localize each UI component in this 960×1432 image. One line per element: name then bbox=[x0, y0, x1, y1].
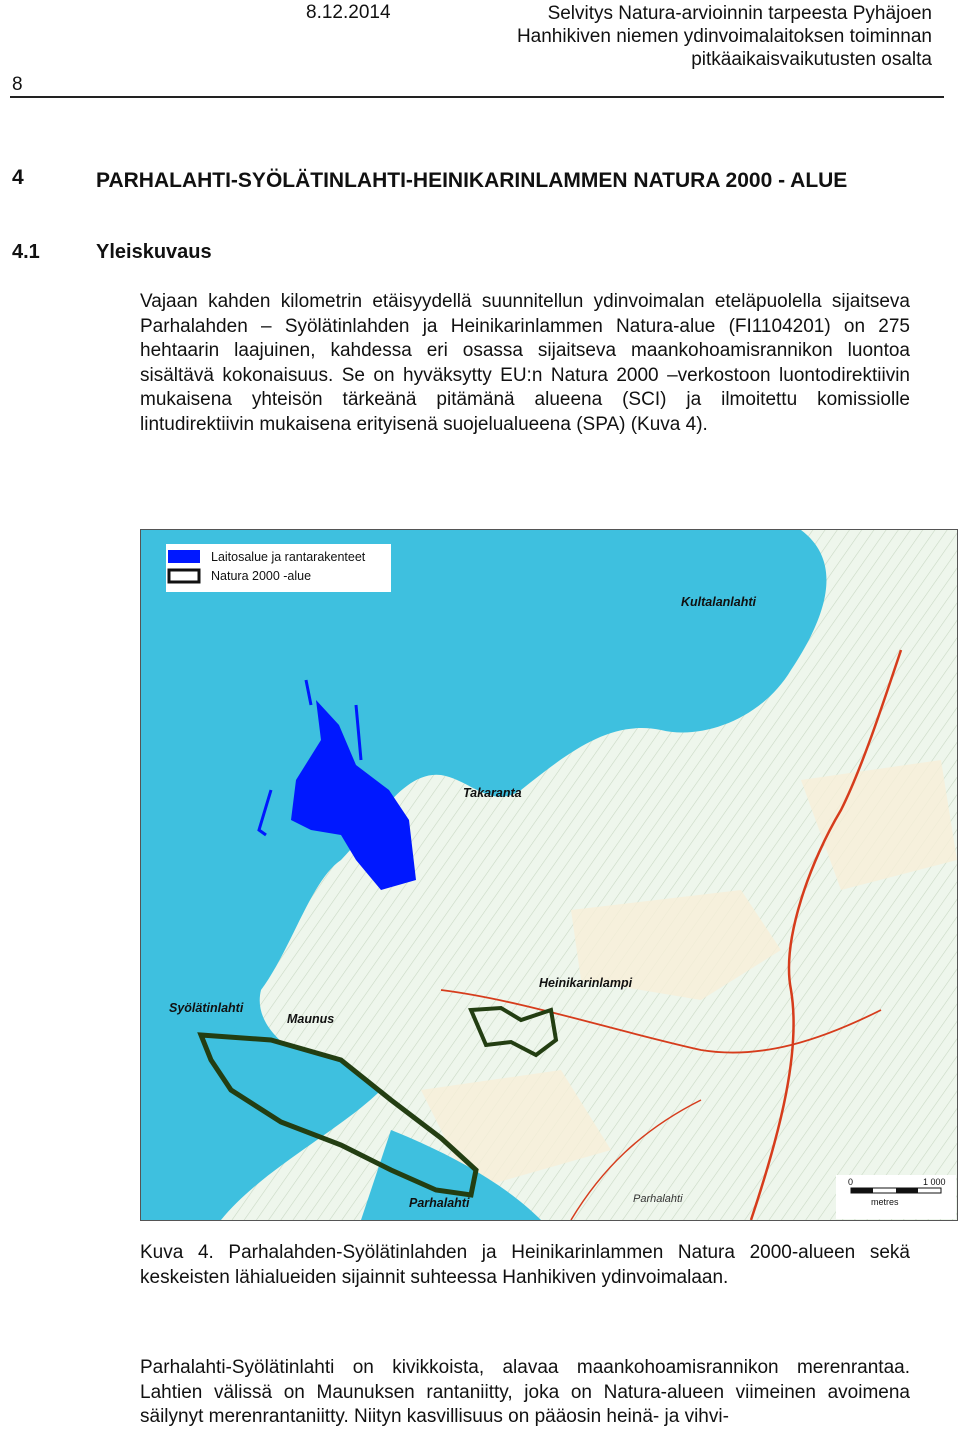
map-label-parhalahti: Parhalahti bbox=[409, 1196, 470, 1210]
map-label-kultalanlahti: Kultalanlahti bbox=[681, 595, 757, 609]
header-title-line3: pitkäaikaisvaikutusten osalta bbox=[691, 49, 932, 70]
scale-bar-segment bbox=[851, 1188, 873, 1193]
legend-swatch-plant bbox=[168, 550, 200, 563]
header-title-line1: Selvitys Natura-arvioinnin tarpeesta Pyhäjoen bbox=[547, 3, 932, 24]
subsection-number: 4.1 bbox=[12, 241, 40, 263]
map-label-takaranta: Takaranta bbox=[463, 786, 522, 800]
map-svg bbox=[141, 530, 957, 1220]
header-title bbox=[470, 2, 932, 71]
header-date: 8.12.2014 bbox=[306, 2, 391, 23]
header-title-line2: Hanhikiven niemen ydinvoimalaitoksen toiminnan bbox=[516, 26, 932, 47]
natura-area-map bbox=[140, 529, 958, 1221]
subsection-heading: Yleiskuvaus bbox=[96, 241, 212, 263]
page-number: 8 bbox=[12, 74, 23, 95]
intro-paragraph: Vajaan kahden kilometrin etäisyydellä suunnitellun ydinvoimalan eteläpuolella sijaitseva Parhalahden – Syölätinlahden ja Heinikarinlammen Natura-alue (FI1104201) on 275 hehtaarin laajuinen, kahdessa eri osassa sijaitseva maankohoamisrannikon luontoa sisältävä kokonaisuus. Se on hyväksytty EU:n Natura 2000 –verkostoon luontodirektiivin mukaisena yhteisön tärkeänä pitämänä alueena (SCI) ja ilmoitettu komissiolle lintudirektiivin mukaisena erityisenä suojelualueena (SPA) (Kuva 4). bbox=[140, 291, 910, 435]
map-label-maunus: Maunus bbox=[287, 1012, 335, 1026]
scale-end-label: 1 000 bbox=[923, 1177, 946, 1187]
scale-start-label: 0 bbox=[848, 1177, 854, 1187]
body-paragraph: Parhalahti-Syölätinlahti on kivikkoista, alavaa maankohoamisrannikon merenrantaa. Lahtien välissä on Maunuksen rantaniitty, joka on Natura-alueen viimeinen avoimena säilynyt merenrantaniitty. Niityn kasvillisuus on pääosin heinä- ja vihvi- bbox=[140, 1357, 910, 1427]
section-number: 4 bbox=[12, 166, 24, 189]
legend-label-natura: Natura 2000 -alue bbox=[211, 569, 312, 583]
map-label-syolatinlahti: Syölätinlahti bbox=[169, 1001, 244, 1015]
scale-bar-segment bbox=[896, 1188, 918, 1193]
figure-caption: Kuva 4. Parhalahden-Syölätinlahden ja Heinikarinlammen Natura 2000-alueen sekä keskeisten lähialueiden sijainnit suhteessa Hanhikiven ydinvoimalaan. bbox=[140, 1242, 910, 1288]
map-label-heinikarinlampi: Heinikarinlampi bbox=[539, 976, 633, 990]
legend-swatch-natura bbox=[169, 570, 199, 582]
header-divider bbox=[10, 96, 944, 98]
scale-unit-label: metres bbox=[871, 1197, 899, 1207]
legend-label-plant: Laitosalue ja rantarakenteet bbox=[211, 550, 366, 564]
section-heading: PARHALAHTI-SYÖLÄTINLAHTI-HEINIKARINLAMMEN NATURA 2000 - ALUE bbox=[96, 169, 848, 192]
map-label-parhalahti-village: Parhalahti bbox=[633, 1193, 683, 1205]
